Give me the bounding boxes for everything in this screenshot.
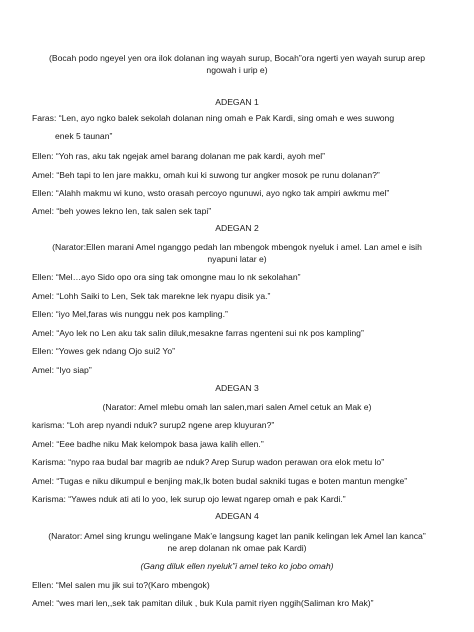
dialogue-line: Ellen: “iyo Mel,faras wis nunggu nek pos kampling.” (32, 309, 228, 319)
dialogue-line: Amel: “Ayo lek no Len aku tak salin diluk,mesakne farras ngenteni sui nk pos kampling” (32, 328, 364, 338)
narator-line: (Narator: Amel mlebu omah lan salen,mari salen Amel cetuk an Mak e) (102, 402, 372, 412)
dialogue-line: Ellen: “Mel…ayo Sido opo ora sing tak omongne mau lo nk sekolahan” (32, 272, 301, 282)
intro-line-1: (Bocah podo ngeyel yen ora ilok dolanan ing wayah surup, Bocah”ora ngerti yen wayah surup arep (49, 53, 425, 63)
adegan-2-heading: ADEGAN 2 (215, 223, 259, 233)
dialogue-line: Ellen: “Alahh makmu wi kuno, wsto orasah percoyo ngunuwi, ayo ngko tak ampiri awkmu mel” (32, 188, 390, 198)
narator-line-1: (Narator:Ellen marani Amel nganggo pedah lan mbengok mbengok nyeluk i amel. Lan amel e isih (52, 242, 422, 252)
adegan-3-heading: ADEGAN 3 (215, 383, 259, 393)
dialogue-line: Faras: “Len, ayo ngko balek sekolah dolanan ning omah e Pak Kardi, sing omah e wes suwong (32, 113, 395, 123)
dialogue-line: Amel: “Eee badhe niku Mak kelompok basa jawa kalih ellen.” (32, 439, 264, 449)
adegan-1-heading: ADEGAN 1 (215, 97, 259, 107)
narator-line-2: nyapuni latar e) (207, 254, 267, 264)
dialogue-line: enek 5 taunan” (55, 131, 113, 141)
stage-direction: (Gang diluk ellen nyeluk”i amel teko ko jobo omah) (140, 561, 334, 571)
dialogue-line: Karisma: “Yawes nduk ati ati lo yoo, lek surup ojo lewat ngarep omah e pak Kardi.” (32, 494, 346, 504)
narator-line-2: ne arep dolanan nk omae pak Kardi) (167, 543, 307, 553)
dialogue-line: Amel: “beh yowes lekno len, tak salen sek tapi” (32, 206, 212, 216)
adegan-4-heading: ADEGAN 4 (215, 511, 259, 521)
dialogue-line: Ellen: “Mel salen mu jik sui to?(Karo mbengok) (32, 580, 210, 590)
dialogue-line: Ellen: “Yowes gek ndang Ojo sui2 Yo” (32, 346, 176, 356)
dialogue-line: Amel: “wes mari len,,sek tak pamitan diluk , buk Kula pamit riyen nggih(Saliman kro Mak)” (32, 598, 374, 608)
dialogue-line: Ellen: “Yoh ras, aku tak ngejak amel barang dolanan me pak kardi, ayoh mel” (32, 151, 325, 161)
dialogue-line: Karisma: “nypo raa budal bar magrib ae nduk? Arep Surup wadon perawan ora elok metu lo” (32, 457, 385, 467)
dialogue-line: Amel: “Tugas e niku dikumpul e benjing mak,Ik boten budal sakniki tugas e boten mantun mengke” (32, 476, 408, 486)
dialogue-line: Amel: “Iyo siap” (32, 365, 92, 375)
dialogue-line: Amel: “Lohh Saiki to Len, Sek tak marekne lek nyapu disik ya.” (32, 291, 271, 301)
dialogue-line: Amel: “Beh tapi to len jare makku, omah kui ki suwong tur angker mosok pe runu dolanan?” (32, 170, 380, 180)
dialogue-line: karisma: “Loh arep nyandi nduk? surup2 ngene arep kluyuran?” (32, 420, 275, 430)
intro-line-2: ngowah i urip e) (206, 65, 268, 75)
narator-line-1: (Narator: Amel sing krungu welingane Mak’e langsung kaget lan panik kelingan lek Amel lan kanca” (48, 531, 426, 541)
